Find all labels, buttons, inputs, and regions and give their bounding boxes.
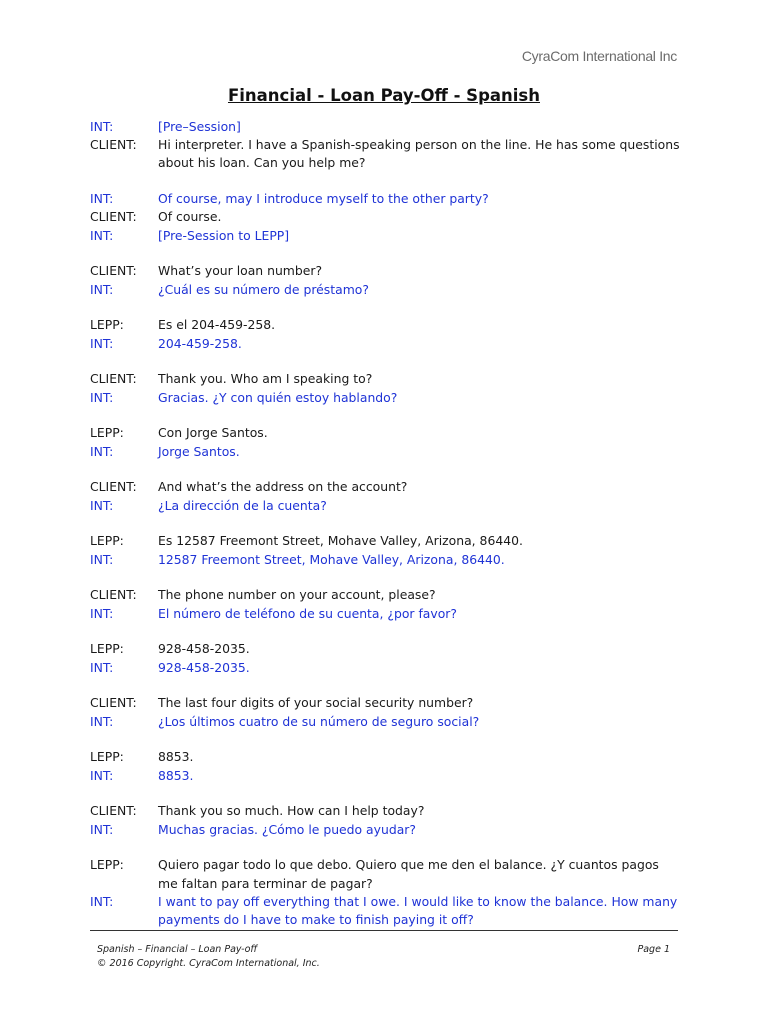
dialogue-text: Quiero pagar todo lo que debo. Quiero que me den el balance. ¿Y cuantos pagos me faltan para terminar de pagar?	[158, 857, 659, 891]
interpreter-line	[90, 713, 680, 731]
interpreter-line	[90, 443, 680, 461]
speaker-label: INT:	[90, 281, 114, 297]
dialogue-block	[90, 694, 680, 730]
dialogue-text: 12587 Freemont Street, Mohave Valley, Arizona, 86440.	[158, 551, 505, 567]
speaker-label: INT:	[90, 821, 114, 837]
dialogue-text: ¿Los últimos cuatro de su número de seguro social?	[158, 713, 480, 729]
speaker-label: INT:	[90, 605, 114, 621]
dialogue-text: [Pre–Session]	[158, 119, 241, 134]
dialogue-block	[90, 802, 680, 838]
speaker-line	[90, 316, 680, 334]
dialogue-block	[90, 532, 680, 568]
interpreter-line	[90, 497, 680, 515]
speaker-line	[90, 370, 680, 388]
speaker-label: INT:	[90, 191, 114, 207]
speaker-label: INT:	[90, 443, 114, 459]
dialogue-block	[90, 370, 680, 406]
interpreter-line	[90, 659, 680, 677]
interpreter-line	[90, 227, 680, 245]
dialogue-text: The phone number on your account, please?	[158, 587, 436, 603]
speaker-label: CLIENT:	[90, 263, 137, 279]
dialogue-block	[90, 316, 680, 352]
dialogue-text: Hi interpreter. I have a Spanish-speaking person on the line. He has some questions about his loan. Can you help me?	[158, 137, 680, 171]
interpreter-line	[90, 605, 680, 623]
dialogue-text: 8853.	[158, 767, 194, 783]
speaker-label: INT:	[90, 713, 114, 729]
dialogue-text: Of course, may I introduce myself to the other party?	[158, 191, 489, 207]
speaker-label: INT:	[90, 119, 114, 134]
interpreter-line	[90, 551, 680, 569]
dialogue-text: What’s your loan number?	[158, 263, 323, 279]
speaker-label: LEPP:	[90, 317, 124, 333]
speaker-label: CLIENT:	[90, 587, 137, 603]
dialogue-text: Muchas gracias. ¿Cómo le puedo ayudar?	[158, 821, 416, 837]
speaker-label: INT:	[90, 389, 114, 405]
dialogue-text: Thank you. Who am I speaking to?	[158, 371, 373, 387]
page-number: Page 1	[637, 944, 670, 955]
speaker-label: INT:	[90, 893, 114, 909]
dialogue-block	[90, 748, 680, 784]
dialogue-text: El número de teléfono de su cuenta, ¿por favor?	[158, 605, 457, 621]
dialogue-text: Es 12587 Freemont Street, Mohave Valley, Arizona, 86440.	[158, 533, 523, 549]
speaker-label: CLIENT:	[90, 479, 137, 495]
footer-copyright: © 2016 Copyright. CyraCom International, Inc.	[97, 958, 320, 969]
dialogue-block	[90, 118, 680, 173]
company-logo-text: CyraCom International Inc	[521, 48, 677, 64]
interpreter-line	[90, 821, 680, 839]
dialogue-text: [Pre-Session to LEPP]	[158, 227, 290, 243]
speaker-line	[90, 802, 680, 820]
speaker-label: INT:	[90, 497, 114, 513]
dialogue-text: Jorge Santos.	[158, 443, 240, 459]
interpreter-line	[90, 389, 680, 407]
speaker-line	[90, 748, 680, 766]
dialogue-block	[90, 262, 680, 298]
dialogue-text: Of course.	[158, 209, 222, 225]
speaker-label: LEPP:	[90, 857, 124, 873]
dialogue-block	[90, 478, 680, 514]
dialogue-text: Es el 204-459-258.	[158, 317, 276, 333]
speaker-label: CLIENT:	[90, 371, 137, 387]
interpreter-line	[90, 281, 680, 299]
speaker-line	[90, 532, 680, 550]
dialogue-text: 928-458-2035.	[158, 641, 250, 657]
interpreter-line	[90, 767, 680, 785]
speaker-line	[90, 640, 680, 658]
document-title: Financial - Loan Pay-Off - Spanish	[227, 86, 540, 105]
interpreter-line	[90, 190, 680, 208]
speaker-label: LEPP:	[90, 425, 124, 441]
footer-divider	[90, 930, 678, 931]
speaker-label: INT:	[90, 335, 114, 351]
speaker-line	[90, 586, 680, 604]
dialogue-block	[90, 190, 680, 245]
dialogue-text: Thank you so much. How can I help today?	[158, 803, 425, 819]
speaker-line	[90, 856, 680, 892]
speaker-label: INT:	[90, 551, 114, 567]
interpreter-line	[90, 893, 680, 929]
dialogue-text: ¿Cuál es su número de préstamo?	[158, 281, 369, 297]
dialogue-text: The last four digits of your social security number?	[158, 695, 474, 711]
dialogue-script	[90, 118, 680, 947]
interpreter-line	[90, 118, 680, 136]
dialogue-text: 8853.	[158, 749, 194, 765]
speaker-line	[90, 694, 680, 712]
interpreter-line	[90, 335, 680, 353]
speaker-label: CLIENT:	[90, 695, 137, 711]
speaker-label: LEPP:	[90, 749, 124, 765]
speaker-line	[90, 208, 680, 226]
speaker-line	[90, 136, 680, 172]
speaker-line	[90, 424, 680, 442]
dialogue-text: Con Jorge Santos.	[158, 425, 268, 441]
dialogue-text: And what’s the address on the account?	[158, 479, 408, 495]
dialogue-block	[90, 424, 680, 460]
dialogue-text: I want to pay off everything that I owe. I would like to know the balance. How many payments do I have to make to finish paying it off?	[158, 893, 678, 928]
dialogue-text: Gracias. ¿Y con quién estoy hablando?	[158, 389, 398, 405]
dialogue-text: ¿La dirección de la cuenta?	[158, 497, 327, 513]
speaker-label: CLIENT:	[90, 803, 137, 819]
speaker-label: LEPP:	[90, 533, 124, 549]
speaker-label: INT:	[90, 659, 114, 675]
dialogue-text: 928-458-2035.	[158, 659, 250, 675]
speaker-label: LEPP:	[90, 641, 124, 657]
dialogue-text: 204-459-258.	[158, 335, 242, 351]
speaker-line	[90, 478, 680, 496]
speaker-label: CLIENT:	[90, 209, 137, 225]
speaker-label: INT:	[90, 767, 114, 783]
speaker-line	[90, 262, 680, 280]
speaker-label: INT:	[90, 227, 114, 243]
speaker-label: CLIENT:	[90, 137, 137, 153]
footer-document-name: Spanish – Financial – Loan Pay-off	[97, 944, 258, 955]
dialogue-block	[90, 586, 680, 622]
dialogue-block	[90, 856, 680, 929]
dialogue-block	[90, 640, 680, 676]
